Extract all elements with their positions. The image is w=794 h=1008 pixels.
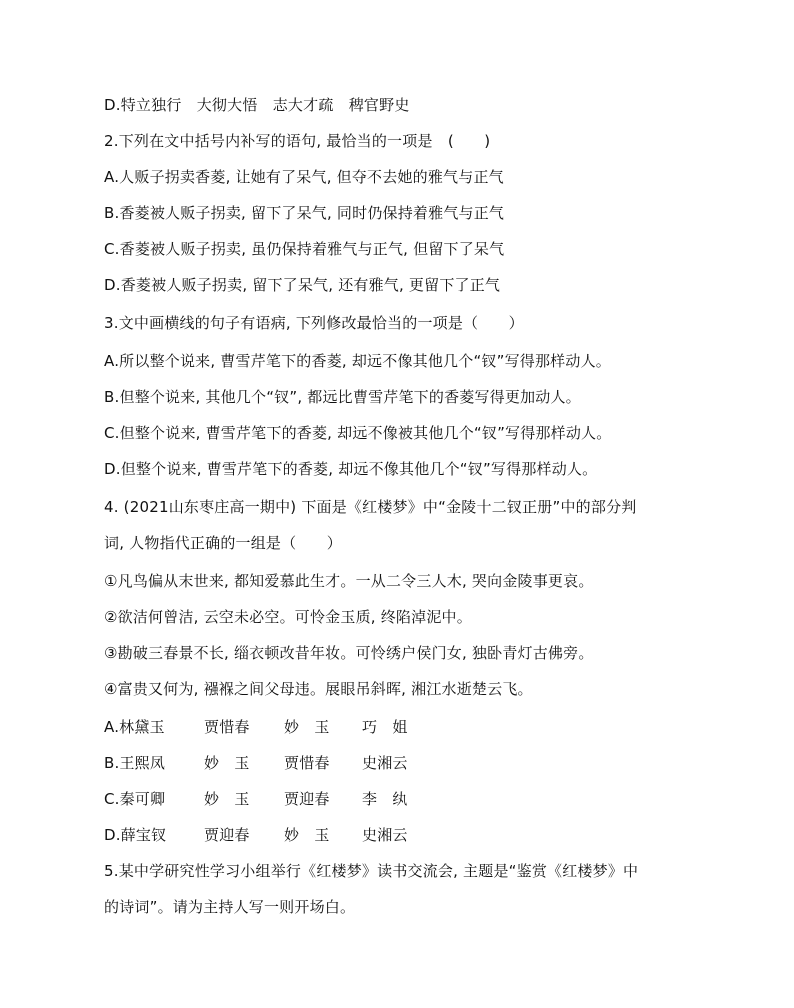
option-cell: 妙 玉 [284, 826, 330, 844]
question-4-line-2: 词, 人物指代正确的一组是（ ） [104, 534, 342, 552]
option-cell: 妙 玉 [284, 718, 330, 736]
option-c-q3: C.但整个说来, 曹雪芹笔下的香菱, 却远不像被其他几个“钗”写得那样动人。 [104, 424, 612, 442]
option-cell: 贾惜春 [284, 754, 330, 772]
verse-4: ④富贵又何为, 襁褓之间父母违。展眼吊斜晖, 湘江水逝楚云飞。 [104, 680, 533, 698]
option-cell: 贾惜春 [204, 718, 250, 736]
option-cell: D.薛宝钗 [104, 826, 167, 844]
option-a-q4 [104, 717, 704, 737]
option-cell: 史湘云 [362, 754, 408, 772]
option-cell: C.秦可卿 [104, 790, 166, 808]
option-cell: 贾迎春 [284, 790, 330, 808]
option-cell: 贾迎春 [204, 826, 250, 844]
option-cell: 妙 玉 [204, 790, 250, 808]
option-cell: 妙 玉 [204, 754, 250, 772]
option-b-q2: B.香菱被人贩子拐卖, 留下了呆气, 同时仍保持着雅气与正气 [104, 204, 505, 222]
option-c-q4 [104, 789, 704, 809]
option-cell: 史湘云 [362, 826, 408, 844]
option-d-q2: D.香菱被人贩子拐卖, 留下了呆气, 还有雅气, 更留下了正气 [104, 276, 501, 294]
option-b-q4 [104, 753, 704, 773]
verse-2: ②欲洁何曾洁, 云空未必空。可怜金玉质, 终陷淖泥中。 [104, 608, 472, 626]
verse-3: ③勘破三春景不长, 缁衣顿改昔年妆。可怜绣户侯门女, 独卧青灯古佛旁。 [104, 644, 594, 662]
question-5-line-1: 5.某中学研究性学习小组举行《红楼梦》读书交流会, 主题是“鉴赏《红楼梦》中 [104, 862, 639, 880]
option-c-q2: C.香菱被人贩子拐卖, 虽仍保持着雅气与正气, 但留下了呆气 [104, 240, 505, 258]
option-a-q2: A.人贩子拐卖香菱, 让她有了呆气, 但夺不去她的雅气与正气 [104, 168, 504, 186]
option-b-q3: B.但整个说来, 其他几个“钗”, 都远比曹雪芹笔下的香菱写得更加动人。 [104, 388, 581, 406]
verse-1: ①凡鸟偏从末世来, 都知爱慕此生才。一从二令三人木, 哭向金陵事更哀。 [104, 572, 594, 590]
question-4-line-1: 4. (2021山东枣庄高一期中) 下面是《红楼梦》中“金陵十二钗正册”中的部分判 [104, 498, 637, 516]
option-cell: 巧 姐 [362, 718, 408, 736]
question-3: 3.文中画横线的句子有语病, 下列修改最恰当的一项是（ ） [104, 314, 524, 332]
option-a-q3: A.所以整个说来, 曹雪芹笔下的香菱, 却远不像其他几个“钗”写得那样动人。 [104, 352, 611, 370]
question-2: 2.下列在文中括号内补写的语句, 最恰当的一项是 ( ) [104, 132, 491, 150]
option-d-q1: D.特立独行 大彻大悟 志大才疏 稗官野史 [104, 96, 410, 114]
option-d-q3: D.但整个说来, 曹雪芹笔下的香菱, 却远不像其他几个“钗”写得那样动人。 [104, 460, 598, 478]
option-cell: 李 纨 [362, 790, 408, 808]
option-cell: A.林黛玉 [104, 718, 165, 736]
option-cell: B.王熙凤 [104, 754, 166, 772]
option-d-q4 [104, 825, 704, 845]
question-5-line-2: 的诗词”。请为主持人写一则开场白。 [104, 898, 356, 916]
